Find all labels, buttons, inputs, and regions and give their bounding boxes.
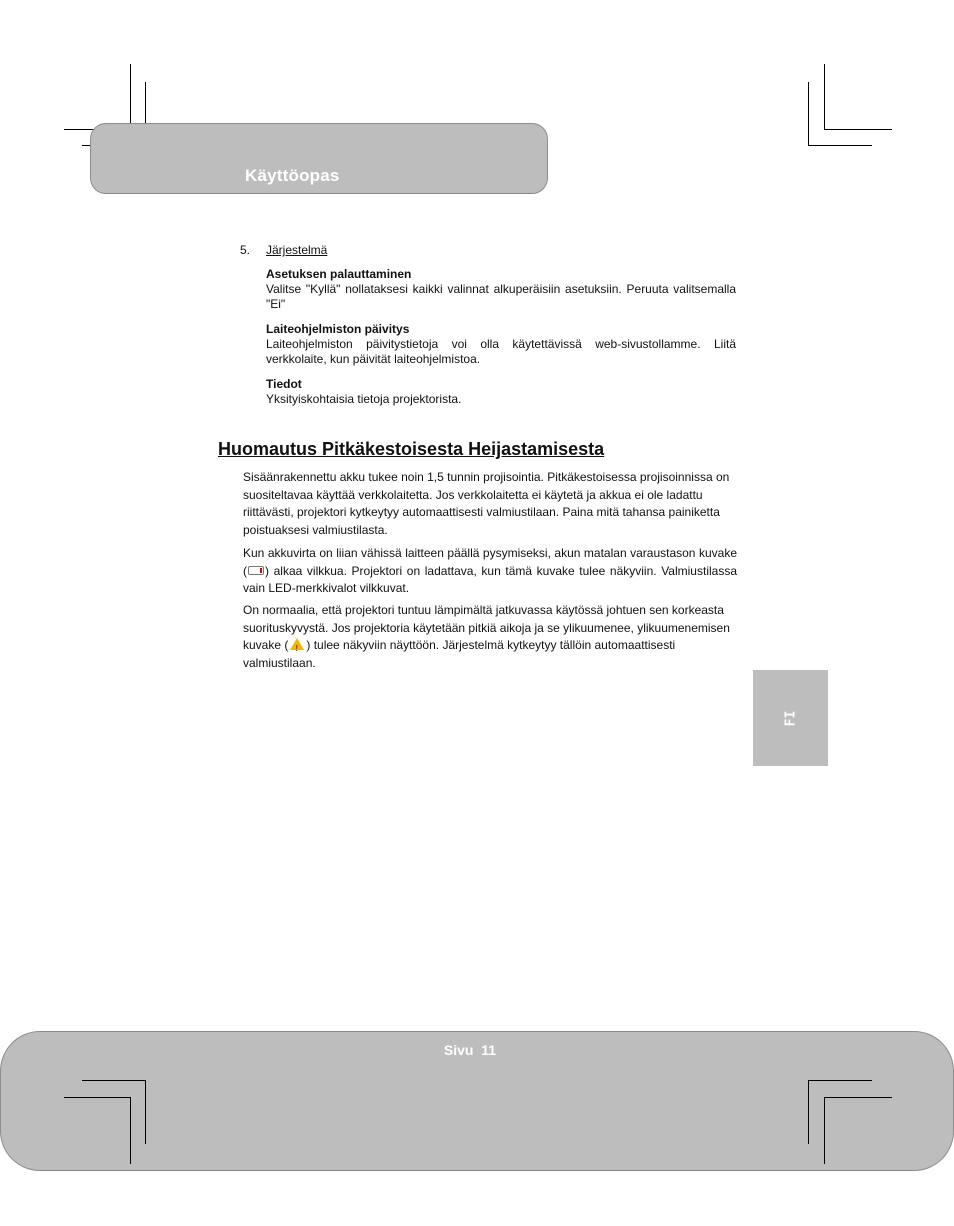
language-label: FI xyxy=(783,710,798,726)
crop-mark xyxy=(824,1097,892,1098)
subsection-text: Laiteohjelmiston päivitystietoja voi olla käytettävissä web-sivustollamme. Liitä verkkolaite, kun päivität laiteohjelmistoa. xyxy=(266,337,736,366)
subsection-firmware xyxy=(266,322,736,367)
crop-mark xyxy=(824,129,892,130)
overheat-warning-icon xyxy=(290,638,304,650)
low-battery-icon xyxy=(248,566,264,575)
crop-mark xyxy=(130,1097,131,1164)
subsection-info xyxy=(266,377,736,407)
crop-mark xyxy=(808,1080,872,1081)
paragraph-text: On normaalia, että projektori tuntuu lämpimältä jatkuvassa käytössä johtuen sen korkeasta suorituskyvystä. Jos projektoria käytetään pitkiä aikoja ja se ylikuumenee, ylikuumenemisen kuvake ( xyxy=(243,603,730,652)
paragraph-text: Kun akkuvirta on liian vähissä laitteen päällä pysymiseksi, akun matalan varaustason kuvake ( xyxy=(243,546,737,578)
crop-mark xyxy=(824,64,825,130)
paragraph-text: ) tulee näkyviin näyttöön. Järjestelmä kytkeytyy tällöin automaattisesti valmiustilaan. xyxy=(243,638,676,670)
crop-mark xyxy=(808,1080,809,1144)
subsection-reset xyxy=(266,267,736,312)
header-title: Käyttöopas xyxy=(245,166,340,185)
section-number: 5. xyxy=(240,243,251,257)
subsection-text: Valitse "Kyllä" nollataksesi kaikki valinnat alkuperäisiin asetuksiin. Peruuta valitsemalla "Ei" xyxy=(266,282,736,311)
crop-mark xyxy=(808,145,872,146)
crop-mark xyxy=(64,1097,131,1098)
crop-mark xyxy=(808,82,809,145)
crop-mark xyxy=(145,1080,146,1144)
subsection-title: Tiedot xyxy=(266,377,302,391)
notice-paragraph xyxy=(243,602,737,672)
notice-paragraph: Sisäänrakennettu akku tukee noin 1,5 tunnin projisointia. Pitkäkestoisessa projisoinnissa on suositeltavaa käyttää verkkolaitetta. Jos verkkolaitetta ei käytetä ja akkua ei ole ladattu riittävästi, projektori kytkeytyy automaattisesti valmiustilaan. Paina mitä tahansa painiketta poistuaksesi valmiustilasta. xyxy=(243,470,730,537)
subsection-text: Yksityiskohtaisia tietoja projektorista. xyxy=(266,392,462,406)
notice-heading: Huomautus Pitkäkestoisesta Heijastamisesta xyxy=(218,439,605,459)
section-title: Järjestelmä xyxy=(266,243,328,257)
crop-mark xyxy=(82,1080,146,1081)
subsection-title: Asetuksen palauttaminen xyxy=(266,267,412,281)
paragraph-text: ) alkaa vilkkua. Projektori on ladattava, kun tämä kuvake tulee näkyviin. Valmiustilassa vain LED-merkkivalot vilkkuvat. xyxy=(243,563,737,595)
subsection-title: Laiteohjelmiston päivitys xyxy=(266,322,410,336)
language-tab xyxy=(753,670,828,766)
crop-mark xyxy=(824,1097,825,1164)
notice-paragraph xyxy=(243,545,737,598)
page-number: Sivu 11 xyxy=(443,1042,497,1058)
